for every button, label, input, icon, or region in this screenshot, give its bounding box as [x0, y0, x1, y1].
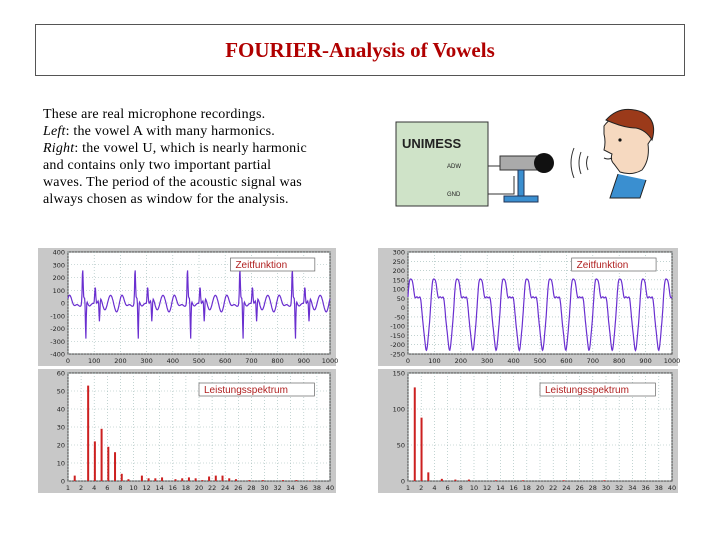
spectrum-bar: [114, 452, 116, 481]
x-tick-label: 2: [79, 484, 84, 492]
x-tick-label: 500: [533, 357, 547, 365]
chart-title: Leistungsspektrum: [545, 385, 629, 396]
spectrum-bar: [522, 480, 524, 481]
microphone-setup-illustration: [392, 110, 692, 220]
spectrum-bar: [222, 476, 224, 481]
spectrum-bar: [174, 479, 176, 481]
y-tick-label: 400: [52, 248, 65, 257]
x-tick-label: 0: [405, 357, 411, 365]
spectrum-bar: [563, 480, 565, 481]
description-line-6: always chosen as window for the analysis.: [43, 192, 289, 207]
y-tick-label: 60: [56, 369, 65, 378]
chart-title: Zeitfunktion: [235, 260, 288, 271]
x-tick-label: 40: [325, 484, 335, 492]
port-gnd-label: GND: [447, 192, 461, 198]
y-tick-label: 10: [56, 459, 65, 468]
spectrum-bar: [161, 477, 163, 481]
x-tick-label: 36: [299, 484, 308, 492]
x-tick-label: 26: [234, 484, 243, 492]
y-tick-label: 200: [392, 267, 405, 276]
y-tick-label: -100: [50, 312, 65, 321]
x-tick-label: 300: [140, 357, 153, 365]
spectrum-bar: [195, 478, 197, 481]
right-text: : the vowel U, which is nearly harmonic: [74, 141, 307, 156]
x-tick-label: 14: [496, 484, 505, 492]
x-tick-label: 24: [221, 484, 230, 492]
spectrum-bar: [208, 477, 210, 482]
description-line-4: and contains only two important partial: [43, 158, 272, 173]
spectrum-bar: [309, 480, 311, 481]
spectrum-bar: [282, 480, 284, 481]
spectrum-bar: [201, 480, 203, 481]
x-tick-label: 700: [586, 357, 600, 365]
x-tick-label: 8: [118, 484, 123, 492]
spectrum-bar: [454, 480, 456, 481]
x-tick-label: 12: [483, 484, 492, 492]
x-tick-label: 1: [405, 484, 411, 492]
chart-right-time: [378, 248, 681, 366]
y-tick-label: 50: [396, 441, 405, 450]
y-tick-label: 20: [56, 441, 65, 450]
x-tick-label: 1000: [321, 357, 339, 365]
spectrum-bar: [107, 447, 109, 481]
spectrum-bar: [188, 477, 190, 481]
x-tick-label: 30: [601, 484, 611, 492]
x-tick-label: 16: [509, 484, 518, 492]
y-tick-label: 200: [52, 274, 65, 282]
y-tick-label: -200: [390, 341, 405, 350]
x-tick-label: 18: [181, 484, 191, 492]
x-tick-label: 200: [114, 357, 127, 365]
port-adw-label: ADW: [447, 164, 461, 170]
x-tick-label: 800: [271, 357, 284, 365]
spectrum-bar: [235, 479, 237, 481]
x-tick-label: 300: [480, 357, 494, 365]
description-line-2: [43, 123, 363, 140]
x-tick-label: 32: [273, 484, 282, 492]
x-tick-label: 36: [641, 484, 650, 492]
y-tick-label: 100: [392, 405, 405, 414]
spectrum-bar: [141, 476, 143, 481]
left-text: : the vowel A with many harmonics.: [65, 124, 275, 139]
x-tick-label: 600: [218, 357, 232, 365]
x-tick-label: 24: [562, 484, 571, 492]
y-tick-label: 0: [60, 299, 65, 308]
x-tick-label: 400: [507, 357, 520, 365]
page-title: FOURIER-Analysis of Vowels: [225, 37, 495, 62]
y-tick-label: 100: [52, 286, 65, 295]
spectrum-bar: [427, 472, 429, 481]
y-tick-label: -300: [50, 337, 65, 346]
x-tick-label: 40: [667, 484, 677, 492]
x-tick-label: 28: [588, 484, 597, 492]
x-tick-label: 22: [549, 484, 558, 492]
spectrum-bar: [468, 480, 470, 481]
x-tick-label: 1000: [663, 357, 681, 365]
x-tick-label: 30: [260, 484, 269, 492]
spectrum-bar: [94, 441, 96, 481]
x-tick-label: 10: [129, 484, 138, 492]
y-tick-label: 300: [392, 248, 405, 257]
x-tick-label: 500: [192, 357, 206, 365]
spectrum-bar: [148, 478, 150, 481]
x-tick-label: 400: [166, 357, 180, 365]
x-tick-label: 4: [432, 484, 437, 492]
spectrum-bar: [154, 478, 156, 481]
x-tick-label: 4: [92, 484, 97, 492]
chart-left-spectrum: [38, 369, 336, 493]
x-tick-label: 200: [454, 357, 468, 365]
x-tick-label: 14: [155, 484, 164, 492]
title-box: [35, 24, 685, 76]
spectrum-bar: [295, 480, 297, 481]
spectrum-bar: [181, 478, 183, 481]
y-tick-label: 0: [60, 477, 65, 486]
x-tick-label: 34: [628, 484, 637, 492]
x-tick-label: 12: [142, 484, 151, 492]
y-tick-label: 100: [392, 285, 405, 294]
spectrum-bar: [101, 429, 103, 481]
left-label: Left: [43, 124, 66, 139]
x-tick-label: 18: [522, 484, 531, 492]
x-tick-label: 2: [419, 484, 424, 492]
x-tick-label: 100: [428, 357, 441, 365]
spectrum-bar: [215, 476, 217, 481]
spectrum-bar: [495, 480, 497, 481]
x-tick-label: 900: [297, 357, 311, 365]
microphone-stand: [518, 170, 524, 198]
y-tick-label: 250: [392, 257, 405, 266]
y-tick-label: 150: [392, 369, 405, 378]
chart-left-time: [38, 248, 339, 366]
x-tick-label: 28: [247, 484, 256, 492]
spectrum-bar: [414, 387, 416, 481]
x-tick-label: 32: [615, 484, 624, 492]
y-tick-label: 150: [392, 276, 405, 285]
x-tick-label: 10: [469, 484, 479, 492]
cable-gnd: [488, 176, 514, 194]
chart-right-spectrum: [378, 369, 678, 493]
y-tick-label: -250: [390, 350, 405, 359]
y-tick-label: -150: [390, 331, 405, 340]
x-tick-label: 20: [194, 484, 204, 492]
y-tick-label: -200: [50, 325, 65, 333]
y-tick-label: -50: [394, 313, 405, 322]
y-tick-label: 50: [56, 387, 65, 396]
y-tick-label: 50: [396, 294, 405, 303]
y-tick-label: -400: [50, 350, 65, 359]
x-tick-label: 6: [105, 484, 110, 492]
y-tick-label: 0: [400, 477, 405, 486]
x-tick-label: 16: [168, 484, 177, 492]
stand-base: [504, 196, 538, 202]
x-tick-label: 0: [65, 357, 71, 365]
y-tick-label: -100: [390, 322, 405, 331]
y-tick-label: 30: [56, 423, 65, 432]
x-tick-label: 38: [654, 484, 663, 492]
x-tick-label: 34: [286, 484, 295, 492]
x-tick-label: 22: [207, 484, 217, 492]
sound-waves-icon: [571, 148, 588, 178]
spectrum-bar: [248, 480, 250, 481]
spectrum-bar: [121, 474, 123, 481]
x-tick-label: 26: [575, 484, 584, 492]
chart-title: Zeitfunktion: [576, 260, 629, 271]
spectrum-bar: [127, 479, 129, 481]
x-tick-label: 1: [65, 484, 71, 492]
face-icon: [604, 109, 654, 198]
spectrum-bar: [87, 386, 89, 481]
right-label: Right: [43, 141, 75, 156]
x-tick-label: 38: [312, 484, 322, 492]
spectrum-bar: [441, 479, 443, 481]
description-line-3: [43, 140, 363, 157]
spectrum-bar: [603, 480, 605, 481]
spectrum-bar: [74, 476, 76, 481]
x-tick-label: 20: [535, 484, 545, 492]
microphone-head: [534, 153, 554, 173]
description: [43, 106, 363, 208]
y-tick-label: 300: [52, 261, 65, 270]
chart-title: Leistungsspektrum: [204, 385, 288, 396]
x-tick-label: 100: [87, 357, 101, 365]
x-tick-label: 900: [639, 357, 652, 365]
spectrum-bar: [262, 480, 264, 481]
unimess-device: [396, 122, 488, 206]
x-tick-label: 6: [445, 484, 450, 492]
x-tick-label: 700: [245, 357, 258, 365]
y-tick-label: 0: [400, 304, 405, 313]
device-label: UNIMESS: [402, 136, 462, 151]
y-tick-label: 40: [56, 405, 65, 414]
spectrum-bar: [421, 418, 423, 481]
spectrum-bar: [228, 478, 230, 481]
description-line-1: These are real microphone recordings.: [43, 107, 266, 122]
x-tick-label: 600: [560, 357, 573, 365]
description-line-5: waves. The period of the acoustic signal was: [43, 175, 302, 190]
x-tick-label: 800: [612, 357, 626, 365]
x-tick-label: 8: [458, 484, 463, 492]
